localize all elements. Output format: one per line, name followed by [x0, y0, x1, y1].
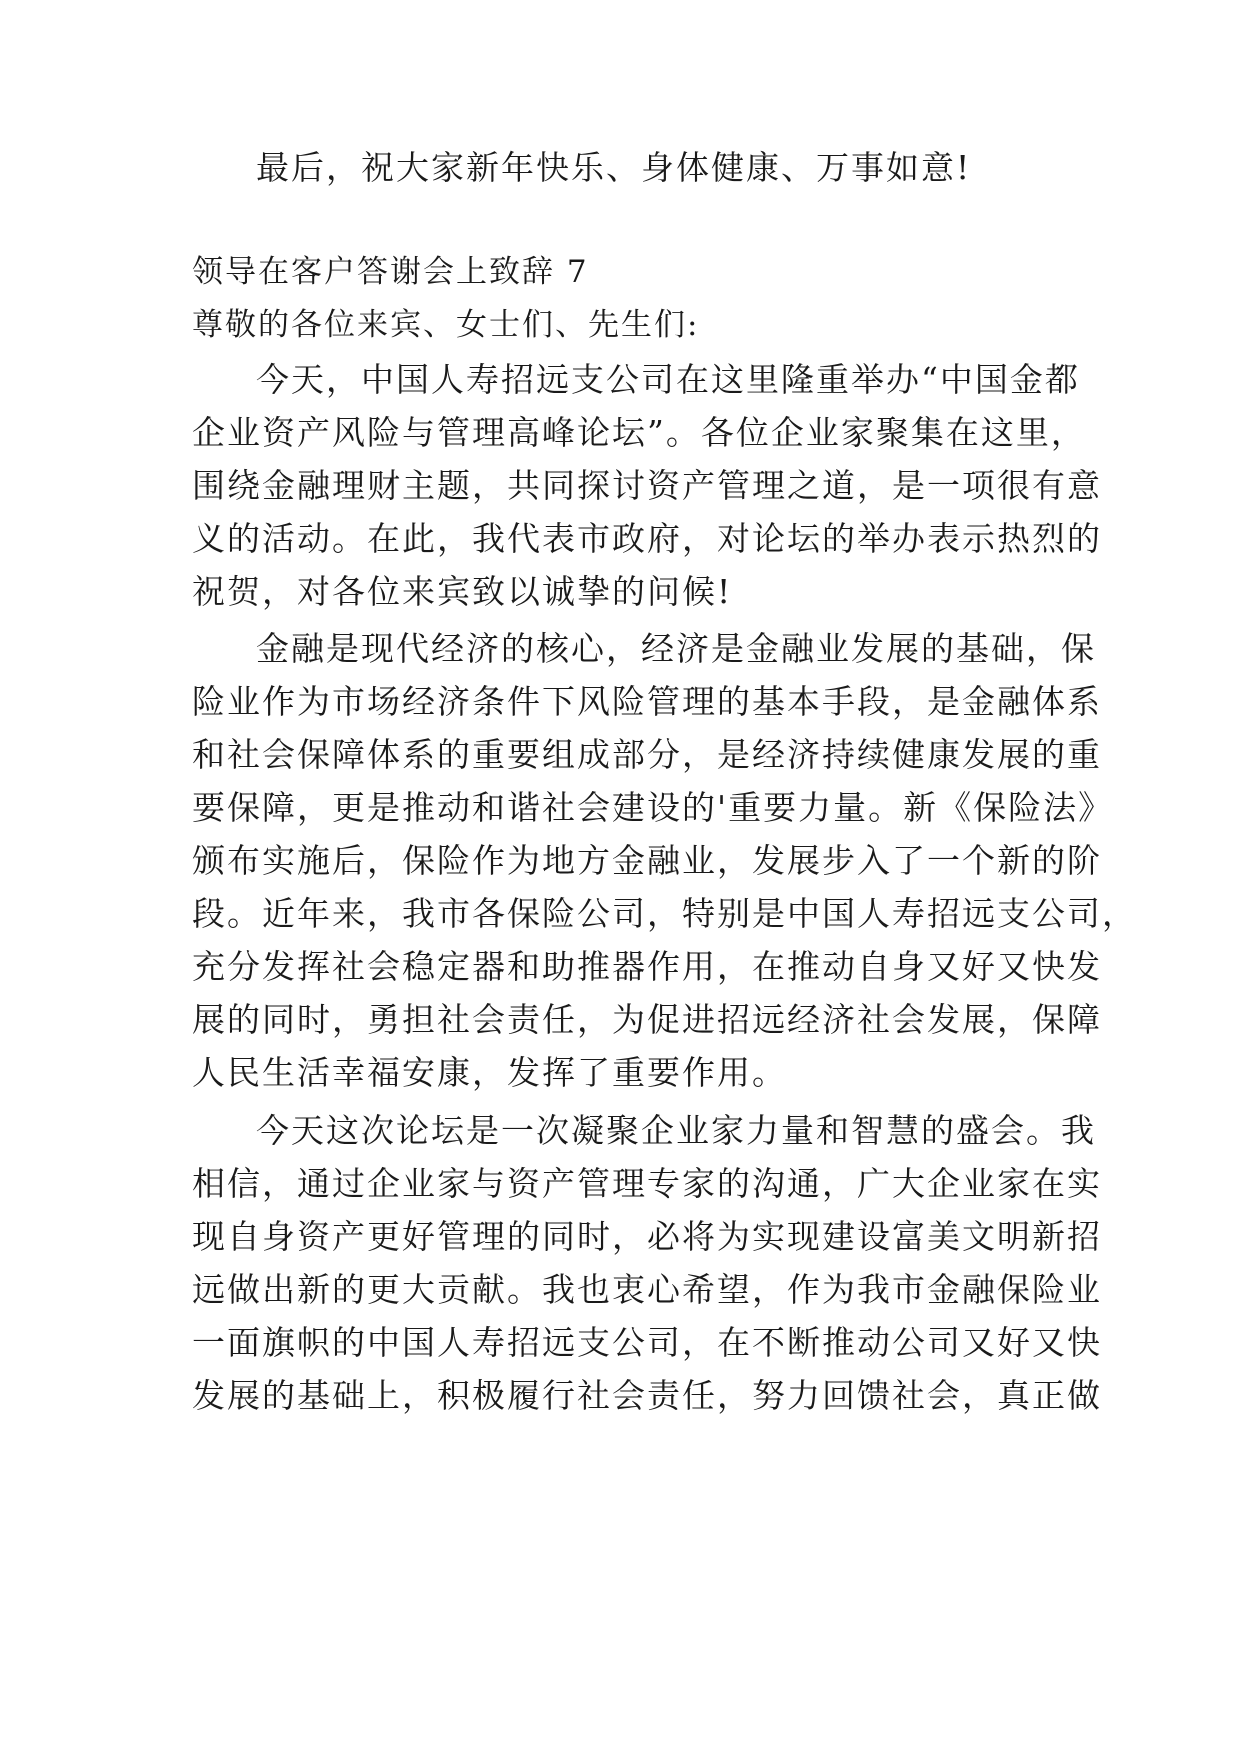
- paragraph-2-line-2: 险业作为市场经济条件下风险管理的基本手段，是金融体系: [192, 682, 1102, 721]
- paragraph-2-line-6: 段。近年来，我市各保险公司，特别是中国人寿招远支公司，: [192, 894, 1137, 933]
- paragraph-2-line-3: 和社会保障体系的重要组成部分，是经济持续健康发展的重: [192, 735, 1102, 774]
- paragraph-3-line-4: 远做出新的更大贡献。我也衷心希望，作为我市金融保险业: [192, 1270, 1102, 1309]
- paragraph-1-line-1: 今天，中国人寿招远支公司在这里隆重举办“中国金都: [256, 360, 1080, 399]
- paragraph-1-line-3: 围绕金融理财主题，共同探讨资产管理之道，是一项很有意: [192, 466, 1102, 505]
- paragraph-1-line-4: 义的活动。在此，我代表市政府，对论坛的举办表示热烈的: [192, 519, 1102, 558]
- paragraph-2-line-5: 颁布实施后，保险作为地方金融业，发展步入了一个新的阶: [192, 841, 1102, 880]
- paragraph-3-line-5: 一面旗帜的中国人寿招远支公司，在不断推动公司又好又快: [192, 1323, 1102, 1362]
- paragraph-2-line-4: 要保障，更是推动和谐社会建设的'重要力量。新《保险法》: [192, 788, 1114, 827]
- paragraph-3-line-6: 发展的基础上，积极履行社会责任，努力回馈社会，真正做: [192, 1376, 1102, 1415]
- paragraph-3-line-2: 相信，通过企业家与资产管理专家的沟通，广大企业家在实: [192, 1164, 1102, 1203]
- paragraph-3-line-1: 今天这次论坛是一次凝聚企业家力量和智慧的盛会。我: [256, 1111, 1096, 1150]
- paragraph-2-line-8: 展的同时，勇担社会责任，为促进招远经济社会发展，保障: [192, 1000, 1102, 1039]
- paragraph-2-line-7: 充分发挥社会稳定器和助推器作用，在推动自身又好又快发: [192, 947, 1102, 986]
- paragraph-2-line-1: 金融是现代经济的核心，经济是金融业发展的基础，保: [256, 629, 1096, 668]
- paragraph-3-line-3: 现自身资产更好管理的同时，必将为实现建设富美文明新招: [192, 1217, 1102, 1256]
- closing-line: 最后，祝大家新年快乐、身体健康、万事如意!: [256, 148, 972, 187]
- salutation: 尊敬的各位来宾、女士们、先生们:: [192, 307, 700, 343]
- section-title: 领导在客户答谢会上致辞 7: [192, 254, 589, 290]
- paragraph-1-line-5: 祝贺，对各位来宾致以诚挚的问候!: [192, 572, 733, 611]
- paragraph-2-line-9: 人民生活幸福安康，发挥了重要作用。: [192, 1053, 787, 1092]
- paragraph-1-line-2: 企业资产风险与管理高峰论坛”。各位企业家聚集在这里，: [192, 413, 1086, 452]
